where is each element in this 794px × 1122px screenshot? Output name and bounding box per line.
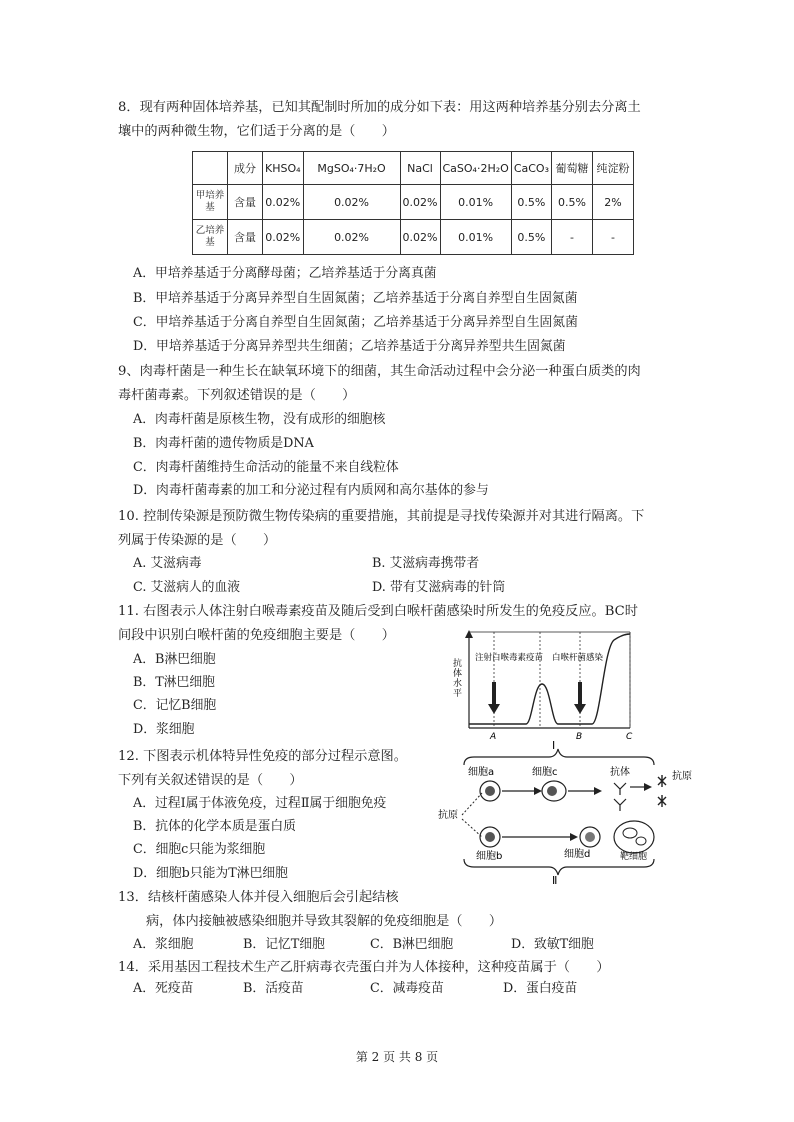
cell-c-nucleus (547, 786, 557, 796)
q12-option-a[interactable]: A．过程Ⅰ属于体液免疫，过程Ⅱ属于细胞免疫 (133, 796, 387, 811)
table-cell: - (551, 220, 592, 255)
target-cell-label: 靶细胞 (620, 852, 648, 862)
arrow-to-cell-a (462, 793, 482, 815)
process-label-2: Ⅱ (552, 874, 558, 886)
q13-option-a[interactable]: A．浆细胞 (133, 937, 194, 952)
table-cell: 甲培养基 (193, 185, 228, 220)
q11-option-b[interactable]: B．T淋巴细胞 (133, 675, 215, 690)
q13-stem-line2: 病，体内接触被感染细胞并导致其裂解的免疫细胞是（ ） (146, 914, 503, 929)
cell-a-label: 细胞a (468, 767, 495, 778)
table-cell: 含量 (228, 185, 263, 220)
arrowhead-icon (644, 783, 652, 791)
q14-option-d[interactable]: D．蛋白疫苗 (503, 981, 578, 996)
q13-option-c[interactable]: C．B淋巴细胞 (370, 937, 454, 952)
table-cell: 0.02% (263, 185, 304, 220)
q13-option-d[interactable]: D．致敏T细胞 (511, 937, 594, 952)
q10-option-c[interactable]: C. 艾滋病人的血液 (133, 580, 241, 595)
process-brace-1 (464, 749, 654, 765)
q9-option-c[interactable]: C．肉毒杆菌维持生命活动的能量不来自线粒体 (133, 460, 399, 475)
table-cell: 0.02% (400, 220, 440, 255)
antigen-label-right: 抗原 (672, 771, 692, 782)
y-axis-arrow (465, 630, 473, 638)
q8-option-b[interactable]: B．甲培养基适于分离异养型自生固氮菌；乙培养基适于分离自养型自生固氮菌 (133, 291, 578, 306)
cell-b-label: 细胞b (476, 851, 503, 862)
table-cell: 0.5% (511, 220, 551, 255)
table-cell: 0.02% (263, 220, 304, 255)
cell-d-label: 细胞d (564, 849, 591, 860)
table-cell: 0.5% (511, 185, 551, 220)
q10-option-d[interactable]: D. 带有艾滋病毒的针筒 (372, 580, 506, 595)
target-cell-organelle (636, 837, 646, 845)
table-header-cell: 成分 (228, 152, 263, 185)
q13-stem-line1: 13．结核杆菌感染人体并侵入细胞后会引起结核 (118, 890, 399, 905)
table-cell: 0.02% (400, 185, 440, 220)
table-cell: 乙培养基 (193, 220, 228, 255)
table-header-cell: NaCl (400, 152, 440, 185)
q9-option-b[interactable]: B．肉毒杆菌的遗传物质是DNA (133, 436, 314, 451)
process-label-1: Ⅰ (552, 741, 556, 752)
q8-option-a[interactable]: A．甲培养基适于分离酵母菌；乙培养基适于分离真菌 (133, 266, 437, 281)
q11-option-c[interactable]: C．记忆B细胞 (133, 698, 217, 713)
immune-process-diagram (434, 741, 704, 886)
q14-stem-line1: 14．采用基因工程技术生产乙肝病毒衣壳蛋白并为人体接种，这种疫苗属于（ ） (118, 960, 610, 975)
table-cell: 0.5% (551, 185, 592, 220)
table-cell: - (592, 220, 633, 255)
antibody-label: 抗体 (610, 767, 630, 778)
q12-option-d[interactable]: D．细胞b只能为T淋巴细胞 (133, 866, 288, 881)
q12-option-b[interactable]: B．抗体的化学本质是蛋白质 (133, 819, 296, 834)
antigen-icon (658, 775, 666, 807)
cell-c-label: 细胞c (532, 767, 558, 778)
arrowhead-icon (570, 833, 578, 841)
down-arrow-icon (574, 682, 586, 714)
table-cell: 0.02% (303, 220, 400, 255)
q10-stem-line2: 列属于传染源的是（ ） (118, 533, 277, 548)
point-label-b: B (576, 732, 583, 740)
q8-stem-line2: 壤中的两种微生物，它们适于分离的是（ ） (118, 124, 395, 139)
q14-option-a[interactable]: A．死疫苗 (133, 981, 194, 996)
q8-option-c[interactable]: C．甲培养基适于分离自养型自生固氮菌；乙培养基适于分离异养型自生固氮菌 (133, 315, 578, 330)
table-row (193, 220, 634, 255)
infection-label: 白喉杆菌感染 (552, 653, 604, 663)
target-cell-nucleus (623, 828, 637, 838)
q12-stem-line2: 下列有关叙述错误的是（ ） (118, 773, 303, 788)
q9-option-d[interactable]: D．肉毒杆菌毒素的加工和分泌过程有内质网和高尔基体的参与 (133, 483, 489, 498)
table-header-cell: 葡萄糖 (551, 152, 592, 185)
cell-b-nucleus (485, 832, 495, 842)
q9-option-a[interactable]: A．肉毒杆菌是原核生物，没有成形的细胞核 (133, 412, 386, 427)
table-cell: 0.01% (440, 185, 511, 220)
q10-option-a[interactable]: A. 艾滋病毒 (133, 556, 202, 571)
table-header-cell: MgSO₄·7H₂O (303, 152, 400, 185)
arrowhead-icon (534, 787, 542, 795)
q11-stem-line2: 间段中识别白喉杆菌的免疫细胞主要是（ ） (118, 628, 395, 643)
q10-option-b[interactable]: B. 艾滋病毒携带者 (372, 556, 480, 571)
q9-stem-line2: 毒杆菌毒素。下列叙述错误的是（ ） (118, 388, 356, 403)
page-number-footer: 第 2 页 共 8 页 (355, 1050, 439, 1064)
q11-option-d[interactable]: D．浆细胞 (133, 722, 195, 737)
q11-stem-line1: 11. 右图表示人体注射白喉毒素疫苗及随后受到白喉杆菌感染时所发生的免疫反应。BC时 (118, 604, 638, 619)
arrowhead-icon (594, 787, 602, 795)
antibody-icon (614, 783, 626, 811)
q10-stem-line1: 10. 控制传染源是预防微生物传染病的重要措施，其前提是寻找传染源并对其进行隔离。下 (118, 509, 645, 524)
q9-stem-line1: 9、肉毒杆菌是一种生长在缺氧环境下的细菌，其生命活动过程中会分泌一种蛋白质类的肉 (118, 364, 641, 379)
antigen-label-left: 抗原 (438, 810, 458, 821)
cell-d-nucleus (585, 832, 595, 842)
q12-stem-line1: 12. 下图表示机体特异性免疫的部分过程示意图。 (118, 749, 407, 764)
table-row (193, 185, 634, 220)
q12-option-c[interactable]: C．细胞c只能为浆细胞 (133, 842, 266, 857)
cell-a-nucleus (485, 786, 495, 796)
q11-option-a[interactable]: A．B淋巴细胞 (133, 652, 216, 667)
down-arrow-icon (488, 682, 500, 714)
q14-option-b[interactable]: B．活疫苗 (243, 981, 304, 996)
table-cell: 0.01% (440, 220, 511, 255)
y-axis-label: 抗体水平 (451, 658, 461, 698)
media-composition-table (192, 151, 634, 255)
vaccine-label: 注射白喉毒素疫苗 (475, 653, 544, 663)
table-cell: 含量 (228, 220, 263, 255)
table-header-cell: CaSO₄·2H₂O (440, 152, 511, 185)
q13-option-b[interactable]: B．记忆T细胞 (243, 937, 325, 952)
table-header-cell (193, 152, 228, 185)
antibody-level-chart (444, 628, 644, 740)
table-cell: 0.02% (303, 185, 400, 220)
arrow-to-cell-b (462, 819, 482, 837)
q14-option-c[interactable]: C．减毒疫苗 (370, 981, 444, 996)
table-header-cell: CaCO₃ (511, 152, 551, 185)
q8-option-d[interactable]: D．甲培养基适于分离异养型共生细菌；乙培养基适于分离异养型共生固氮菌 (133, 339, 566, 354)
point-label-c: C (626, 732, 633, 740)
table-header-cell: 纯淀粉 (592, 152, 633, 185)
table-header-cell: KHSO₄ (263, 152, 304, 185)
table-cell: 2% (592, 185, 633, 220)
q8-stem-line1: 8．现有两种固体培养基，已知其配制时所加的成分如下表：用这两种培养基分别去分离土 (118, 100, 641, 115)
point-label-a: A (490, 732, 497, 740)
table-header-row (193, 152, 634, 185)
